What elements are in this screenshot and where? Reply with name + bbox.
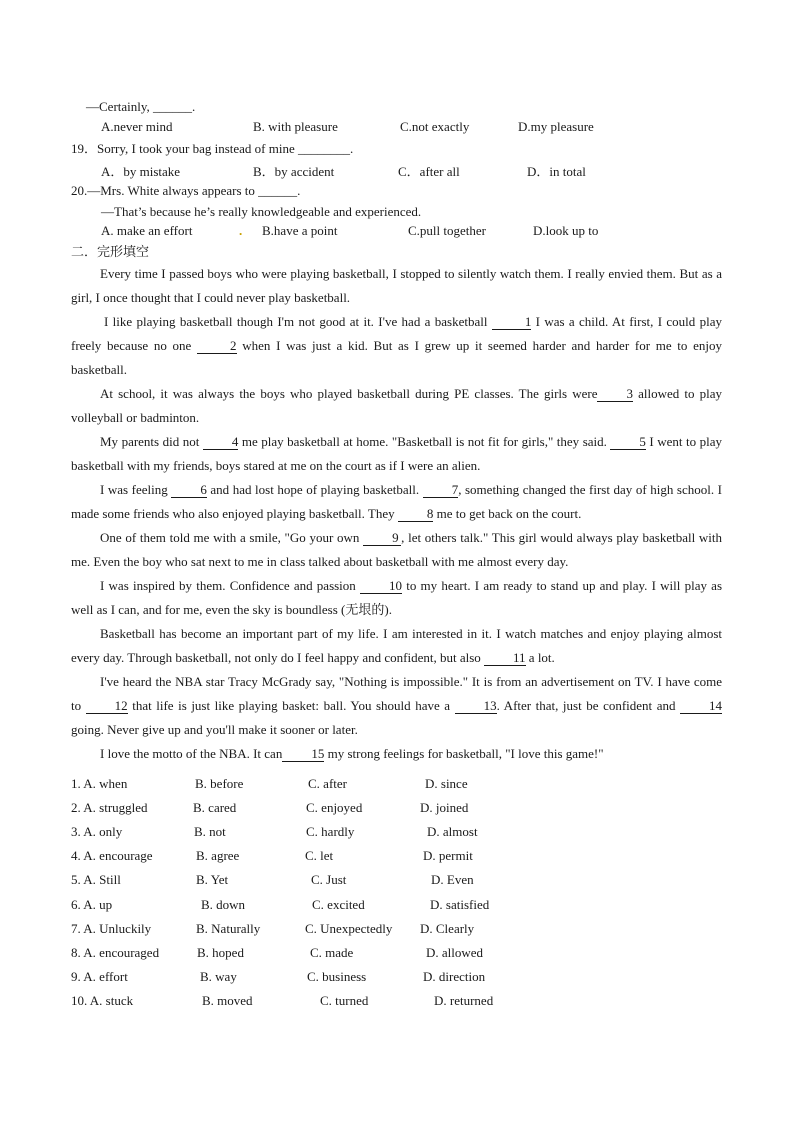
q18-option-c: C.not exactly <box>400 119 470 134</box>
option-d: D. since <box>425 776 468 791</box>
blank-13[interactable]: 13 <box>455 699 497 714</box>
blank-14[interactable]: 14 <box>680 699 722 714</box>
option-a: 3. A. only <box>71 824 123 839</box>
q19-option-c: C．after all <box>398 164 460 179</box>
option-b: B. agree <box>196 848 240 863</box>
q20-stem: 20.—Mrs. White always appears to ______. <box>71 183 301 198</box>
paragraph-7: I was inspired by them. Confidence and passion 10 to my heart. I am ready to stand up and play. I will play as well as I can, and for me, even the sky is boundless (无垠的). <box>71 578 723 617</box>
blank-1[interactable]: 1 <box>492 315 532 330</box>
paragraph-6: One of them told me with a smile, "Go your own 9 , let others talk." This girl would always play basketball with me. Even the boy who sat next to me in class talked about basketball with me almost every day. <box>71 530 723 569</box>
blank-8[interactable]: 8 <box>398 507 434 522</box>
option-a: 8. A. encouraged <box>71 945 160 960</box>
blank-15[interactable]: 15 <box>282 747 324 762</box>
option-b: B. moved <box>202 993 253 1008</box>
option-c: C. after <box>308 776 347 791</box>
option-d: D. returned <box>434 993 494 1008</box>
blank-3[interactable]: 3 <box>597 387 633 402</box>
option-a: 6. A. up <box>71 897 113 912</box>
option-c: C. made <box>310 945 354 960</box>
blank-9[interactable]: 9 <box>363 531 401 546</box>
paragraph-3: At school, it was always the boys who played basketball during PE classes. The girls were 3 allowed to play volleyball or badminton. <box>71 386 722 425</box>
option-c: C. hardly <box>306 824 355 839</box>
blank-11[interactable]: 11 <box>484 651 526 666</box>
option-d: D. joined <box>420 800 469 815</box>
paragraph-1: Every time I passed boys who were playing basketball, I stopped to silently watch them. I really envied them. But as a girl, I once thought that I could never play basketball. <box>71 266 722 305</box>
option-c: C. Just <box>311 872 347 887</box>
q19-option-a: A．by mistake <box>101 164 181 179</box>
paragraph-4: My parents did not 4 me play basketball at home. "Basketball is not fit for girls," they said. 5 I went to play basketball with my friends, boys stared at me on the court as if I were an alien. <box>71 434 723 473</box>
option-a: 2. A. struggled <box>71 800 148 815</box>
paragraph-8: Basketball has become an important part of my life. I am interested in it. I watch matches and enjoy playing almost every day. Through basketball, not only do I feel happy and confident, but also 11 a lot. <box>71 626 722 665</box>
option-d: D. Even <box>431 872 474 887</box>
q18-option-d: D.my pleasure <box>518 119 594 134</box>
q19-stem: 19．Sorry, I took your bag instead of mine ________. <box>71 141 354 156</box>
option-c: C. business <box>307 969 367 984</box>
stray-mark: . <box>239 223 243 238</box>
option-d: D. Clearly <box>420 921 475 936</box>
option-c: C. Unexpectedly <box>305 921 393 936</box>
option-d: D. satisfied <box>430 897 490 912</box>
q20-option-d: D.look up to <box>533 223 599 238</box>
blank-4[interactable]: 4 <box>203 435 239 450</box>
option-d: D. allowed <box>426 945 484 960</box>
q19-option-b: B．by accident <box>253 164 335 179</box>
paragraph-5: I was feeling 6 and had lost hope of playing basketball. 7, something changed the first day of high school. I made some friends who also enjoyed playing basketball. They 8 me to get back on the court. <box>71 482 723 521</box>
blank-12[interactable]: 12 <box>86 699 128 714</box>
paragraph-10: I love the motto of the NBA. It can 15 my strong feelings for basketball, "I love this game!" <box>100 746 604 761</box>
option-a: 4. A. encourage <box>71 848 153 863</box>
blank-2[interactable]: 2 <box>197 339 237 354</box>
q18-option-b: B. with pleasure <box>253 119 338 134</box>
option-d: D. almost <box>427 824 478 839</box>
option-a: 5. A. Still <box>71 872 121 887</box>
q18-option-a: A.never mind <box>101 119 173 134</box>
blank-5[interactable]: 5 <box>610 435 646 450</box>
option-b: B. hoped <box>197 945 244 960</box>
q18-reply: —Certainly, ______. <box>86 99 196 114</box>
option-b: B. Naturally <box>196 921 261 936</box>
option-b: B. down <box>201 897 246 912</box>
q19-option-d: D．in total <box>527 164 586 179</box>
section-heading: 二．完形填空 <box>71 245 150 260</box>
option-b: B. not <box>194 824 226 839</box>
q20-option-b: B.have a point <box>262 223 338 238</box>
option-c: C. enjoyed <box>306 800 363 815</box>
option-b: B. cared <box>193 800 237 815</box>
q20-option-c: C.pull together <box>408 223 486 238</box>
option-c: C. excited <box>312 897 365 912</box>
paragraph-2: I like playing basketball though I'm not good at it. I've had a basketball 1 I was a child. At first, I could play freely because no one 2 when I was just a kid. But as I grew up it seemed harder and harder for me to enjoy basketball. <box>71 314 722 377</box>
option-c: C. turned <box>320 993 369 1008</box>
option-b: B. before <box>195 776 244 791</box>
option-b: B. way <box>200 969 237 984</box>
blank-7[interactable]: 7 <box>423 483 459 498</box>
option-a: 9. A. effort <box>71 969 128 984</box>
q20-reply: —That’s because he’s really knowledgeable and experienced. <box>101 204 422 219</box>
option-b: B. Yet <box>196 872 229 887</box>
q20-option-a: A. make an effort <box>101 223 193 238</box>
cloze-passage <box>71 262 722 766</box>
paragraph-9: I've heard the NBA star Tracy McGrady say, "Nothing is impossible." It is from an advertisement on TV. I have come to 12 that life is just like playing basket: ball. You should have a 13. After that, just be confident and 14 going. Never give up and you'll make it sooner or later. <box>71 674 723 737</box>
option-c: C. let <box>305 848 334 863</box>
option-d: D. direction <box>423 969 486 984</box>
blank-10[interactable]: 10 <box>360 579 402 594</box>
option-d: D. permit <box>423 848 473 863</box>
option-a: 1. A. when <box>71 776 128 791</box>
option-a: 7. A. Unluckily <box>71 921 152 936</box>
option-a: 10. A. stuck <box>71 993 134 1008</box>
blank-6[interactable]: 6 <box>171 483 207 498</box>
